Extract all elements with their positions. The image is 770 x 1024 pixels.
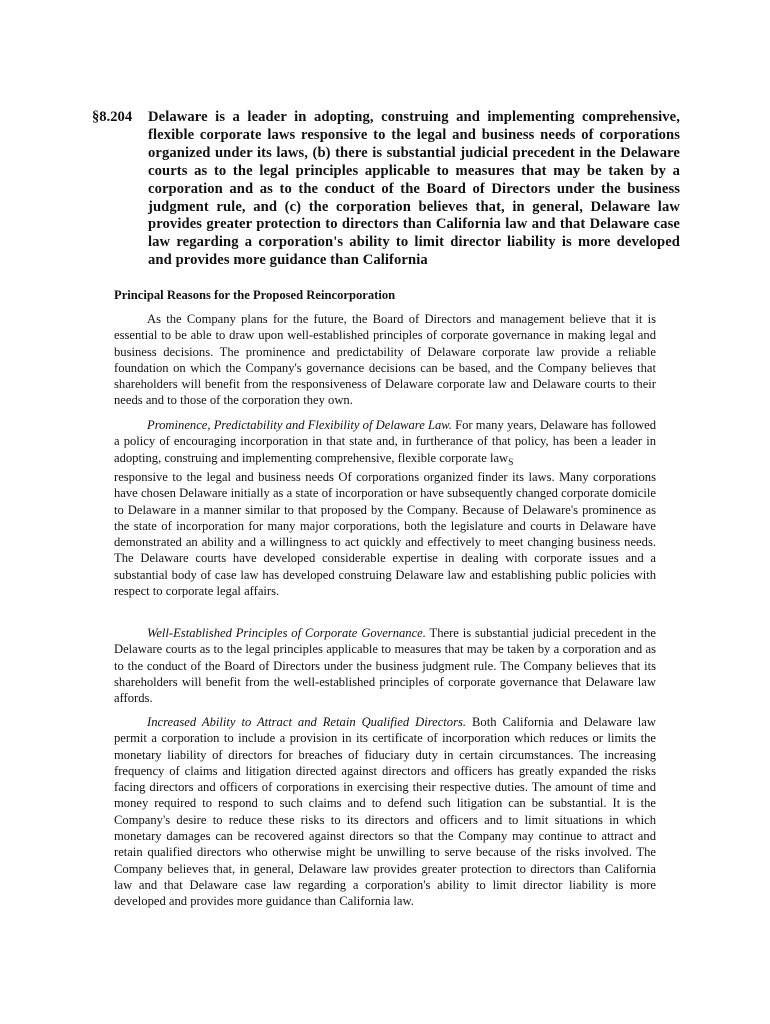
paragraph-principles-text: There is substantial judicial precedent in the Delaware courts as to the legal principles applicable to measures that may be taken by a corporation and as to the conduct of the Board of Directors under the business judgment rule. The Company believes that its shareholders will benefit from the well-established principles of corporate governance that Delaware law affords. [114, 626, 656, 706]
paragraph-directors-lead: Increased Ability to Attract and Retain Qualified Directors. [147, 715, 467, 729]
paragraph-prominence-continued: responsive to the legal and business needs Of corporations organized finder its laws. Many corporations have chosen Delaware initially as a state of incorporation or have subsequently changed corporate domicile to Delaware in a manner similar to that proposed by the Company. Because of Delaware's prominence as the state of incorporation for many major corporations, both the legislature and courts in Delaware have demonstrated an ability and a willingness to act quickly and effectively to meet changing business needs. The Delaware courts have developed considerable expertise in dealing with corporate issues and a substantial body of case law has developed construing Delaware law and establishing public policies with respect to corporate legal affairs. [114, 470, 656, 599]
paragraph-intro: As the Company plans for the future, the Board of Directors and management believe that it is essential to be able to draw upon well-established principles of corporate governance in making legal and business decisions. The prominence and predictability of Delaware corporate law provide a reliable foundation on which the Company's governance decisions can be based, and the Company believes that shareholders will benefit from the responsiveness of Delaware corporate law and Delaware courts to their needs and to those of the corporation they own. [114, 312, 656, 408]
section-text: Delaware is a leader in adopting, construing and implementing comprehensive, flexible corporate laws responsive to the legal and business needs of corporations organized under its laws, (b) there is substantial judicial precedent in the Delaware courts as to the legal principles applicable to measures that may be taken by a corporation and as to the conduct of the Board of Directors under the business judgment rule, and (c) the corporation believes that, in general, Delaware law provides greater protection to directors than California law and that Delaware case law regarding a corporation's ability to limit director liability is more developed and provides more guidance than California [148, 109, 680, 269]
paragraph-prominence [114, 417, 656, 471]
section-number: §8.204 [92, 109, 133, 125]
paragraph-prominence-text: For many years, Delaware has followed a policy of encouraging incorporation in that state and, in furtherance of that policy, has been a leader in adopting, construing and implementing comprehensive, flexible corporate law [114, 418, 656, 465]
subheading: Principal Reasons for the Proposed Reincorporation [114, 288, 396, 302]
paragraph-prominence-lead: Prominence, Predictability and Flexibility of Delaware Law. [147, 418, 452, 432]
paragraph-principles-lead: Well-Established Principles of Corporate Governance. [147, 626, 426, 640]
paragraph-directors [114, 714, 656, 910]
paragraph-principles [114, 625, 656, 706]
paragraph-directors-text: Both California and Delaware law permit a corporation to include a provision in its certificate of incorporation which reduces or limits the monetary liability of directors for breaches of fiduciary duty in certain circumstances. The increasing frequency of claims and litigation directed against directors and officers has greatly expanded the risks facing directors and officers of corporations in exercising their respective duties. The amount of time and money required to respond to such claims and to defend such litigation can be substantial. It is the Company's desire to reduce these risks to its directors and officers and to limit situations in which monetary damages can be recovered against directors so that the Company may continue to attract and retain qualified directors who otherwise might be unwilling to serve because of the risks involved. The Company believes that, in general, Delaware law provides greater protection to directors than California law and that Delaware case law regarding a corporation's ability to limit director liability is more developed and provides more guidance than California law. [114, 715, 656, 909]
paragraph-prominence-subscript: S [508, 457, 514, 468]
